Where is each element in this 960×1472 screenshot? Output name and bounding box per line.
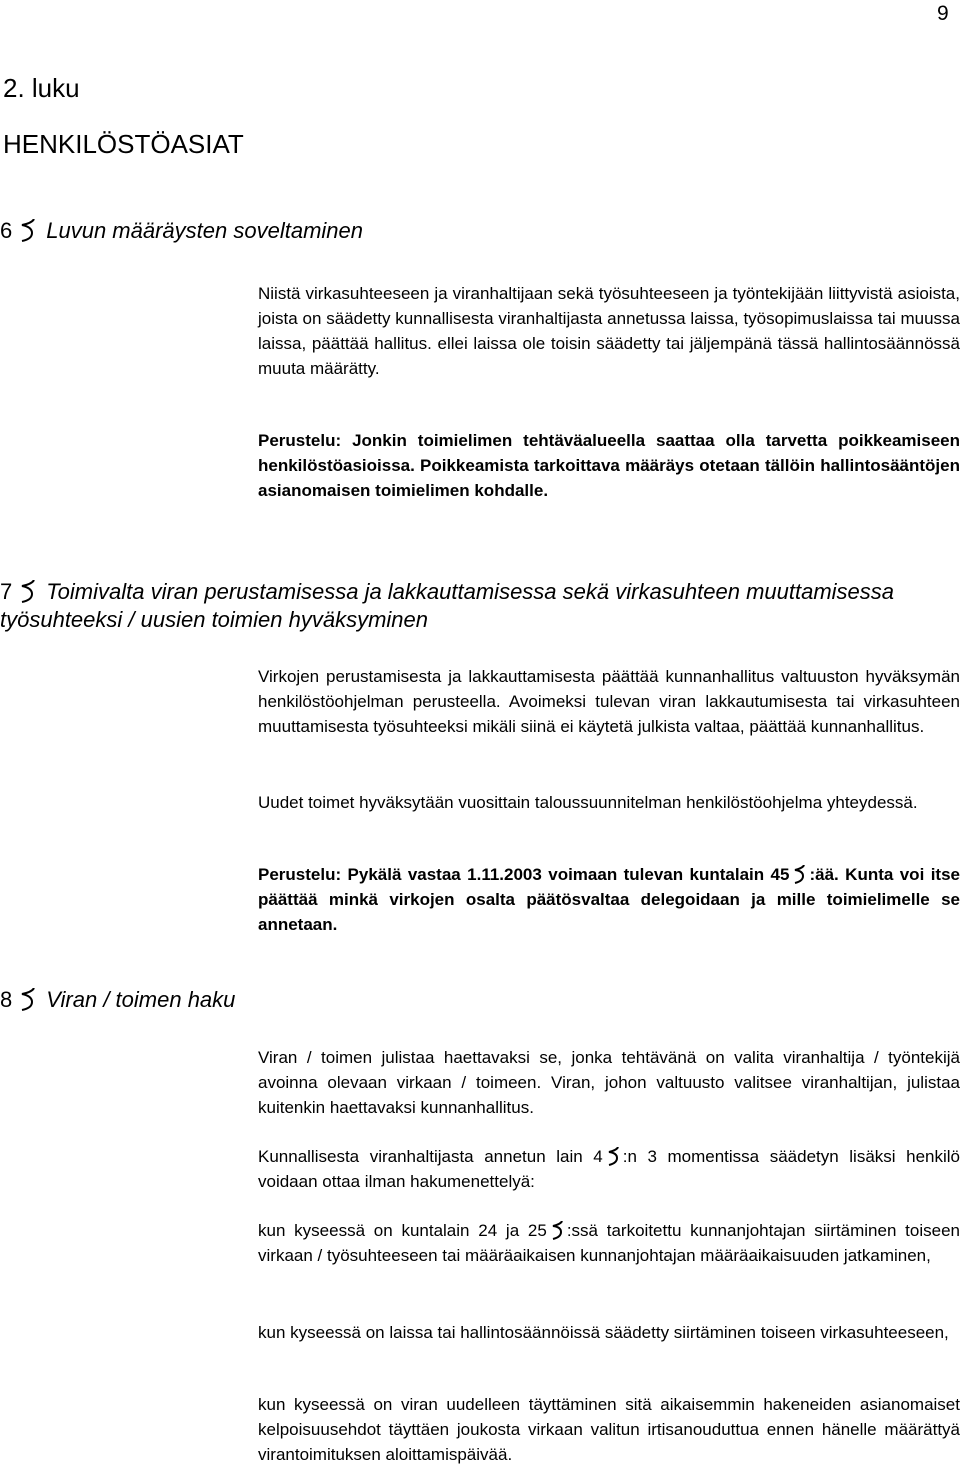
rationale-part-b: :ää. Kunta voi itse päättää minkä virkojen osalta päätösvaltaa delegoidaan ja mille toimielimelle se annetaan. bbox=[258, 865, 960, 934]
section-8-item-2: kun kyseessä on laissa tai hallintosäännöissä säädetty siirtäminen toiseen virkasuhteeseen, bbox=[258, 1323, 949, 1342]
section-title: Toimivalta viran perustamisessa ja lakkauttamisessa sekä virkasuhteen muuttamisessa työsuhteeksi / uusien toimien hyväksyminen bbox=[0, 579, 895, 632]
item-part-b: :ssä tarkoitettu kunnanjohtajan siirtäminen toiseen virkaan / työsuhteeseen tai määräaikaisen kunnanjohtajan määräaikaisuuden jatkaminen, bbox=[258, 1221, 960, 1265]
section-8-item-1 bbox=[258, 1218, 960, 1268]
section-number: 7 bbox=[0, 579, 13, 604]
section-7-paragraph-2: Uudet toimet hyväksytään vuosittain taloussuunnitelman henkilöstöohjelma yhteydessä. bbox=[258, 793, 918, 812]
section-6-paragraph: Niistä virkasuhteeseen ja viranhaltijaan sekä työsuhteeseen ja työntekijään liittyvistä asioista, joista on säädetty kunnallisesta viranhaltijasta annetussa laissa, työsopimuslaissa tai muussa laissa, päättää hallitus. ellei laissa ole toisin säädetty tai jäljempänä tässä hallintosäännössä muuta määrätty. bbox=[258, 284, 960, 378]
section-6-heading bbox=[0, 217, 363, 245]
section-sign-icon bbox=[20, 988, 36, 1010]
section-7-rationale bbox=[258, 862, 960, 937]
section-8-heading bbox=[0, 986, 235, 1014]
paragraph-part-a: Kunnallisesta viranhaltijasta annetun lain 4 bbox=[258, 1147, 603, 1166]
section-8-paragraph-2 bbox=[258, 1144, 960, 1194]
rationale-part-a: Perustelu: Pykälä vastaa 1.11.2003 voimaan tulevan kuntalain 45 bbox=[258, 865, 790, 884]
section-sign-icon bbox=[20, 580, 36, 602]
section-sign-icon bbox=[20, 219, 36, 241]
section-sign-icon bbox=[551, 1221, 563, 1239]
section-7-heading bbox=[0, 578, 940, 634]
page-number: 9 bbox=[937, 2, 949, 25]
section-number: 8 bbox=[0, 987, 13, 1012]
section-8-item-3: kun kyseessä on viran uudelleen täyttäminen sitä aikaisemmin hakeneiden asianomaiset kelpoisuusehdot täyttäen joukosta virkaan valitun irtisanouduttua ennen hänelle määrättyä virantoimituksen aloittamispäivää. bbox=[258, 1395, 960, 1464]
section-6-rationale: Perustelu: Jonkin toimielimen tehtäväalueella saattaa olla tarvetta poikkeamiseen henkilöstöasioissa. Poikkeamista tarkoittava määräys otetaan tällöin hallintosääntöjen asianomaisen toimielimen kohdalle. bbox=[258, 431, 960, 500]
section-sign-icon bbox=[607, 1147, 619, 1165]
chapter-title: HENKILÖSTÖASIAT bbox=[3, 129, 244, 159]
section-title: Luvun määräysten soveltaminen bbox=[46, 218, 363, 243]
chapter-label: 2. luku bbox=[3, 73, 80, 103]
section-8-paragraph-1: Viran / toimen julistaa haettavaksi se, jonka tehtävänä on valita viranhaltija / työntekijä avoinna olevaan virkaan / toimeen. Viran, johon valtuusto valitsee viranhaltijan, julistaa kuitenkin haettavaksi kunnanhallitus. bbox=[258, 1048, 960, 1117]
section-sign-icon bbox=[793, 865, 805, 883]
section-7-paragraph-1: Virkojen perustamisesta ja lakkauttamisesta päättää kunnanhallitus valtuuston hyväksymän henkilöstöohjelman perusteella. Avoimeksi tulevan viran lakkautumisesta tai virkasuhteen muuttamisesta työsuhteeksi mikäli siinä ei käytetä julkista valtaa, päättää kunnanhallitus. bbox=[258, 667, 960, 736]
section-title: Viran / toimen haku bbox=[46, 987, 236, 1012]
paragraph-part-b: :n 3 momentissa säädetyn lisäksi henkilö voidaan ottaa ilman hakumenettelyä: bbox=[258, 1147, 960, 1191]
section-number: 6 bbox=[0, 218, 13, 243]
item-part-a: kun kyseessä on kuntalain 24 ja 25 bbox=[258, 1221, 547, 1240]
